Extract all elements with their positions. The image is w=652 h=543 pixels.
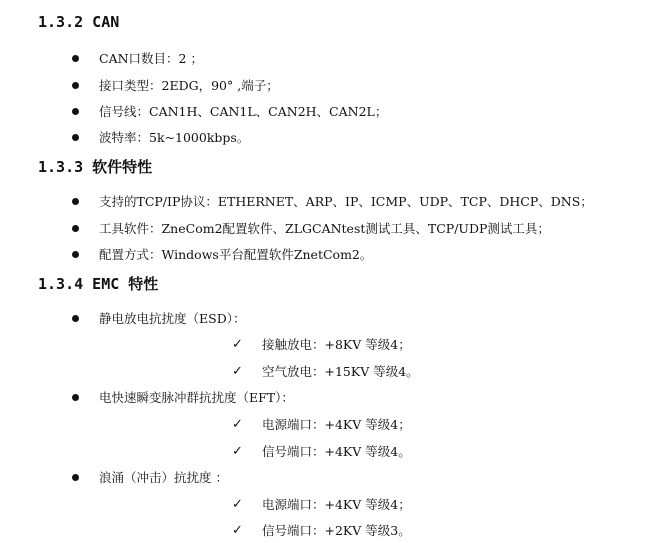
- bullet-icon: [72, 315, 79, 322]
- check-icon: ✓: [232, 416, 243, 432]
- list-item-text: 电快速瞬变脉冲群抗扰度（EFT）：: [99, 390, 294, 405]
- bullet-icon: [72, 108, 79, 115]
- list-item-text: 静电放电抗扰度（ESD）：: [99, 311, 246, 326]
- bullet-icon: [72, 82, 79, 89]
- section-heading-can: 1.3.2 CAN: [38, 13, 120, 31]
- check-icon: ✓: [232, 496, 243, 512]
- bullet-icon: [72, 251, 79, 258]
- sub-item-text: 空气放电：+15KV 等级4。: [262, 364, 419, 379]
- sub-item-text: 电源端口：+4KV 等级4；: [262, 417, 411, 432]
- sub-item-text: 信号端口：+4KV 等级4。: [262, 444, 411, 459]
- sub-item-text: 电源端口：+4KV 等级4；: [262, 497, 411, 512]
- sub-item-text: 信号端口：+2KV 等级3。: [262, 523, 411, 538]
- list-item-can-interface: [72, 76, 279, 94]
- list-item-text: CAN口数目：2 ；: [99, 51, 203, 66]
- sub-item-eft-power: [232, 415, 411, 433]
- list-item-protocols: [72, 192, 593, 210]
- bullet-icon: [72, 134, 79, 141]
- list-item-surge: [72, 468, 228, 486]
- sub-item-esd-contact: [232, 335, 411, 353]
- bullet-icon: [72, 225, 79, 232]
- list-item-can-ports: [72, 49, 203, 67]
- list-item-text: 接口类型：2EDG，90° ,端子；: [99, 78, 279, 93]
- list-item-config-method: [72, 245, 372, 263]
- sub-item-eft-signal: [232, 442, 411, 460]
- list-item-eft: [72, 388, 294, 406]
- check-icon: ✓: [232, 443, 243, 459]
- sub-item-surge-power: [232, 495, 411, 513]
- sub-item-text: 接触放电：+8KV 等级4；: [262, 337, 411, 352]
- check-icon: ✓: [232, 522, 243, 538]
- bullet-icon: [72, 394, 79, 401]
- list-item-text: 信号线：CAN1H、CAN1L、CAN2H、CAN2L；: [99, 104, 388, 119]
- list-item-esd: [72, 309, 245, 327]
- list-item-text: 工具软件：ZneCom2配置软件、ZLGCANtest测试工具、TCP/UDP测试工具；: [99, 221, 550, 236]
- bullet-icon: [72, 198, 79, 205]
- list-item-can-signals: [72, 102, 387, 120]
- list-item-tools: [72, 219, 550, 237]
- list-item-text: 波特率：5k~1000kbps。: [99, 130, 250, 145]
- list-item-can-baudrate: [72, 128, 249, 146]
- list-item-text: 支持的TCP/IP协议：ETHERNET、ARP、IP、ICMP、UDP、TCP、DHCP、DNS；: [99, 194, 593, 209]
- section-heading-software: 1.3.3 软件特性: [38, 158, 153, 176]
- list-item-text: 浪涌（冲击）抗扰度 ：: [99, 470, 228, 485]
- sub-item-esd-air: [232, 362, 419, 380]
- list-item-text: 配置方式：Windows平台配置软件ZnetCom2。: [99, 247, 373, 262]
- check-icon: ✓: [232, 363, 243, 379]
- section-heading-emc: 1.3.4 EMC 特性: [38, 275, 159, 293]
- check-icon: ✓: [232, 336, 243, 352]
- bullet-icon: [72, 55, 79, 62]
- sub-item-surge-signal: [232, 521, 411, 539]
- bullet-icon: [72, 474, 79, 481]
